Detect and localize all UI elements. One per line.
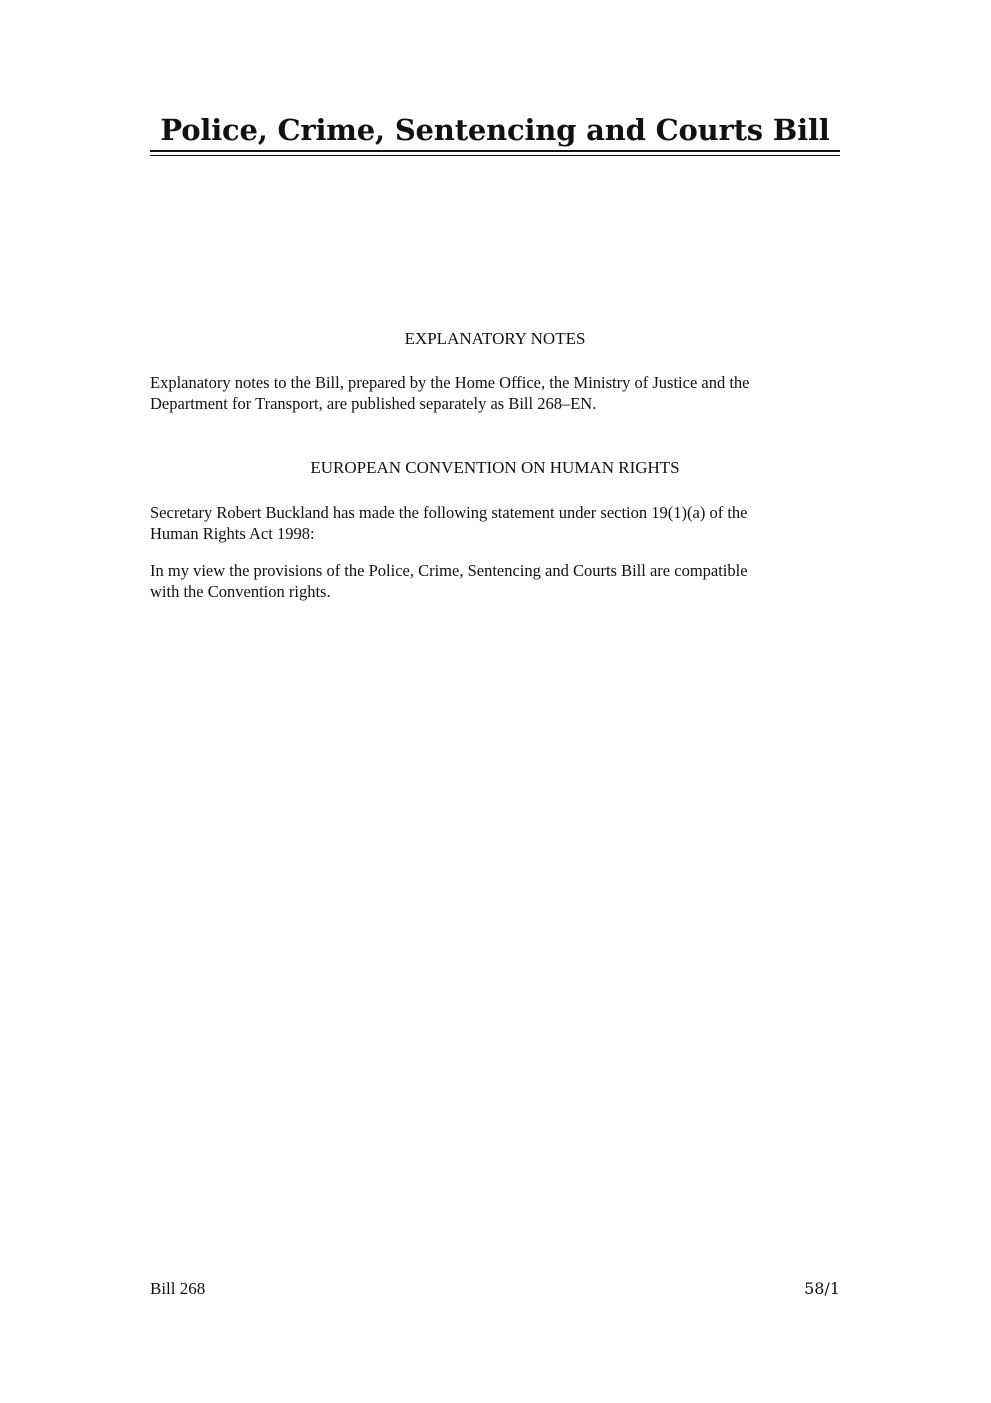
echr-view-line: with the Convention rights. <box>150 582 331 601</box>
echr-view-paragraph <box>150 560 840 602</box>
footer-bill-number: Bill 268 <box>150 1279 206 1298</box>
footer-reference: 58/1 <box>804 1279 840 1298</box>
explanatory-notes-paragraph <box>150 372 840 414</box>
echr-statement-line: Human Rights Act 1998: <box>150 524 315 543</box>
echr-heading: EUROPEAN CONVENTION ON HUMAN RIGHTS <box>310 458 680 477</box>
explanatory-notes-heading: EXPLANATORY NOTES <box>404 329 586 348</box>
echr-statement-paragraph <box>150 502 840 544</box>
echr-statement-line: Secretary Robert Buckland has made the following statement under section 19(1)(a) of the <box>150 503 748 522</box>
title-rule-thin <box>150 155 840 156</box>
page-title: Police, Crime, Sentencing and Courts Bill <box>160 113 830 147</box>
explanatory-notes-line: Explanatory notes to the Bill, prepared by the Home Office, the Ministry of Justice and the <box>150 373 750 392</box>
explanatory-notes-line: Department for Transport, are published separately as Bill 268–EN. <box>150 394 597 413</box>
title-rule-thick <box>150 150 840 152</box>
echr-view-line: In my view the provisions of the Police, Crime, Sentencing and Courts Bill are compatible <box>150 561 748 580</box>
